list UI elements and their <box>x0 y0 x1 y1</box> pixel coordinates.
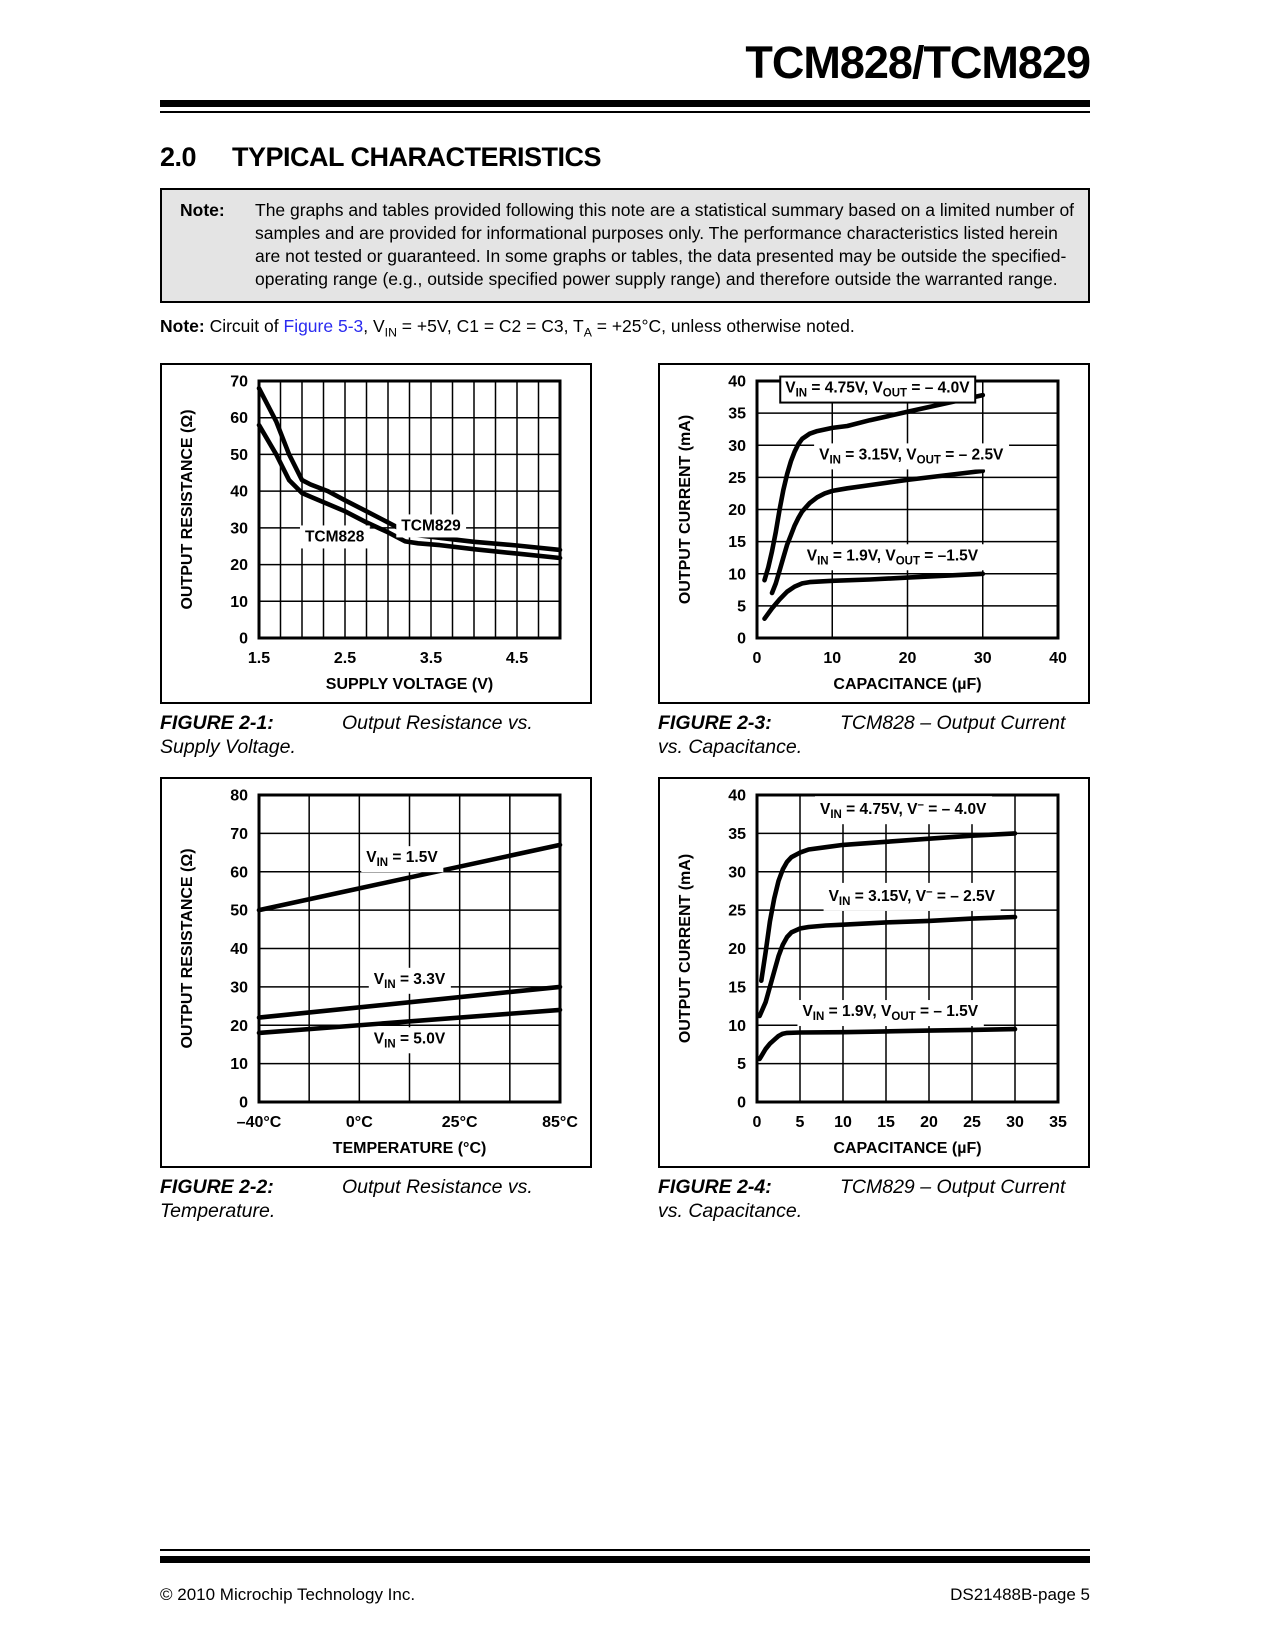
svg-text:35: 35 <box>728 405 746 423</box>
svg-text:VIN = 4.75V, V– = – 4.0V: $V_{IN} = 4.75V$, V– = – 4.0V <box>819 799 987 822</box>
svg-text:25: 25 <box>728 903 746 921</box>
figure-2-4-caption-title: TCM829 – Output Current vs. Capacitance. <box>658 1176 1066 1223</box>
svg-text:20: 20 <box>728 941 746 959</box>
svg-text:35: 35 <box>728 826 746 844</box>
svg-text:70: 70 <box>230 373 248 391</box>
svg-text:20: 20 <box>898 649 917 667</box>
svg-text:CAPACITANCE (µF): CAPACITANCE (µF) <box>833 1140 982 1158</box>
svg-text:10: 10 <box>230 593 248 611</box>
svg-text:10: 10 <box>230 1056 248 1074</box>
svg-text:VIN = 1.9V, VOUT = –1.5V: $V_{IN} = 1.9V$, $V_{OUT} = -1.5V$ <box>806 547 979 568</box>
figure-2-1-chart <box>163 365 589 702</box>
figure-2-3-frame <box>658 363 1090 704</box>
svg-text:TCM828: TCM828 <box>304 528 365 546</box>
svg-text:10: 10 <box>728 1018 746 1036</box>
doc-title: TCM828/TCM829 <box>745 37 1090 88</box>
svg-text:OUTPUT RESISTANCE (Ω): OUTPUT RESISTANCE (Ω) <box>179 409 196 610</box>
page-footer <box>160 1549 1090 1605</box>
svg-text:10: 10 <box>728 566 746 584</box>
page-content <box>160 0 1090 1242</box>
figure-2-4-caption-label: FIGURE 2-4: <box>658 1176 772 1199</box>
svg-text:0°C: 0°C <box>345 1114 373 1132</box>
figure-2-4-chart <box>661 779 1087 1166</box>
figure-2-3-caption-title: TCM828 – Output Current vs. Capacitance. <box>658 711 1066 758</box>
svg-text:TCM829: TCM829 <box>401 517 461 535</box>
footer-page-number: DS21488B-page 5 <box>950 1585 1090 1604</box>
svg-text:70: 70 <box>230 826 248 844</box>
svg-text:OUTPUT CURRENT (mA): OUTPUT CURRENT (mA) <box>677 854 694 1044</box>
figure-2-2-frame <box>160 777 592 1168</box>
figure-2-1-caption-title: Output Resistance vs. Supply Voltage. <box>160 711 533 758</box>
svg-text:CAPACITANCE (µF): CAPACITANCE (µF) <box>833 675 982 693</box>
svg-text:15: 15 <box>877 1114 895 1132</box>
svg-text:40: 40 <box>230 483 248 501</box>
svg-text:50: 50 <box>230 903 248 921</box>
svg-text:30: 30 <box>728 437 746 455</box>
figure-2-1 <box>160 363 592 778</box>
svg-text:VIN = 1.5V: $V_{IN} = 1.5V$ <box>366 849 438 870</box>
svg-text:60: 60 <box>230 864 248 882</box>
svg-text:TEMPERATURE (°C): TEMPERATURE (°C) <box>332 1140 487 1158</box>
svg-text:35: 35 <box>1049 1114 1067 1132</box>
svg-text:0: 0 <box>239 630 248 648</box>
svg-text:VIN = 5.0V: $V_{IN} = 5.0V$ <box>373 1030 446 1051</box>
ta-subscript: A <box>583 325 592 340</box>
svg-text:5: 5 <box>795 1114 805 1132</box>
conditions-note-s3: = +25°C, unless otherwise noted. <box>591 316 855 337</box>
svg-text:15: 15 <box>728 979 746 997</box>
note-box-text: The graphs and tables provided following this note are a statistical summary based on a limited number of samples and are provided for informational purposes only. The performance characteristics listed herein are not tested or guaranteed. In some graphs or tables, the data presented may be outside the specified- operating range (e.g., outside specified power supply range) and therefore outside the warranted range. <box>255 200 1075 290</box>
figure-2-3 <box>658 363 1090 778</box>
figure-2-2-caption-label: FIGURE 2-2: <box>160 1176 274 1199</box>
svg-text:0: 0 <box>737 630 746 648</box>
figure-2-4-frame <box>658 777 1090 1168</box>
svg-text:30: 30 <box>728 864 746 882</box>
section-heading <box>160 142 1090 173</box>
svg-text:10: 10 <box>834 1114 852 1132</box>
note-box <box>160 188 1090 303</box>
svg-text:20: 20 <box>920 1114 938 1132</box>
figure-2-2-caption <box>160 1176 592 1224</box>
section-title: TYPICAL CHARACTERISTICS <box>232 142 602 172</box>
svg-text:20: 20 <box>728 501 746 519</box>
svg-text:40: 40 <box>728 373 746 391</box>
svg-text:0: 0 <box>752 649 762 667</box>
svg-text:25: 25 <box>728 469 746 487</box>
svg-text:40: 40 <box>230 941 248 959</box>
svg-text:15: 15 <box>728 534 746 551</box>
svg-text:VIN = 3.15V, V– = – 2.5V: $V_{IN} = 3.15V$, V– = – 2.5V <box>828 886 996 909</box>
svg-text:85°C: 85°C <box>542 1114 578 1132</box>
svg-text:50: 50 <box>230 446 248 464</box>
svg-text:30: 30 <box>1006 1114 1024 1132</box>
footer-copyright: © 2010 Microchip Technology Inc. <box>160 1585 416 1604</box>
figure-2-1-caption-label: FIGURE 2-1: <box>160 711 274 734</box>
svg-text:30: 30 <box>230 520 248 538</box>
figure-2-2-caption-title: Output Resistance vs. Temperature. <box>160 1176 533 1223</box>
svg-text:OUTPUT RESISTANCE (Ω): OUTPUT RESISTANCE (Ω) <box>179 848 196 1049</box>
vin-subscript: IN <box>384 325 397 340</box>
svg-text:60: 60 <box>230 410 248 428</box>
figure-2-1-caption <box>160 712 592 760</box>
svg-text:4.5: 4.5 <box>505 649 529 667</box>
conditions-note-s2: = +5V, C1 = C2 = C3, T <box>396 316 584 337</box>
figure-2-4 <box>658 777 1090 1242</box>
svg-text:10: 10 <box>823 649 842 667</box>
svg-text:2.5: 2.5 <box>333 649 357 667</box>
svg-text:OUTPUT CURRENT (mA): OUTPUT CURRENT (mA) <box>677 414 694 605</box>
svg-text:25: 25 <box>963 1114 981 1132</box>
footer-rule-thick <box>160 1556 1090 1563</box>
svg-text:40: 40 <box>728 787 746 805</box>
figure-2-1-frame <box>160 363 592 704</box>
svg-text:0: 0 <box>752 1114 762 1132</box>
svg-text:25°C: 25°C <box>441 1114 478 1132</box>
figure-2-4-caption <box>658 1176 1090 1224</box>
figures-grid <box>160 363 1090 1242</box>
svg-text:5: 5 <box>737 598 746 616</box>
svg-text:5: 5 <box>737 1056 746 1074</box>
conditions-note-label: Note: <box>160 316 205 337</box>
svg-text:0: 0 <box>239 1094 248 1112</box>
section-number: 2.0 <box>160 142 197 172</box>
figure-2-3-caption-label: FIGURE 2-3: <box>658 711 772 734</box>
figure-2-3-chart <box>661 365 1087 702</box>
svg-text:30: 30 <box>230 979 248 997</box>
svg-text:VIN = 3.3V: $V_{IN} = 3.3V$ <box>373 971 446 992</box>
figure-5-3-link[interactable]: Figure 5-3 <box>283 316 364 337</box>
svg-text:VIN = 3.15V, VOUT = – 2.5V: $V_{IN} = 3.15V$, $V_{OUT}$ = – 2.5V <box>819 446 1004 467</box>
svg-text:20: 20 <box>230 556 248 574</box>
figure-2-2 <box>160 777 592 1242</box>
svg-text:1.5: 1.5 <box>247 649 271 667</box>
svg-text:80: 80 <box>230 787 248 805</box>
svg-text:VIN = 1.9V, VOUT = – 1.5V: $V_{IN} = 1.9V$, $V_{OUT}$ = – 1.5V <box>802 1003 979 1024</box>
figure-2-2-chart <box>163 779 589 1166</box>
conditions-note <box>160 316 1090 340</box>
svg-text:40: 40 <box>1049 649 1067 667</box>
svg-text:SUPPLY VOLTAGE (V): SUPPLY VOLTAGE (V) <box>325 675 494 693</box>
svg-text:0: 0 <box>737 1094 746 1112</box>
figure-2-3-caption <box>658 712 1090 760</box>
svg-text:VIN = 4.75V, VOUT = – 4.0V: $V_{IN} = 4.75V$, $V_{OUT}$ = – 4.0V <box>785 379 970 400</box>
footer-rule-thin <box>160 1549 1090 1551</box>
conditions-note-pre: Circuit of <box>204 316 284 337</box>
svg-text:20: 20 <box>230 1018 248 1036</box>
header-rule-thick <box>160 100 1090 107</box>
conditions-note-s1: , V <box>363 316 385 337</box>
svg-text:–40°C: –40°C <box>236 1114 282 1132</box>
header-rule-thin <box>160 111 1090 113</box>
note-box-label: Note: <box>180 200 225 220</box>
svg-text:3.5: 3.5 <box>419 649 443 667</box>
svg-text:30: 30 <box>973 649 992 667</box>
